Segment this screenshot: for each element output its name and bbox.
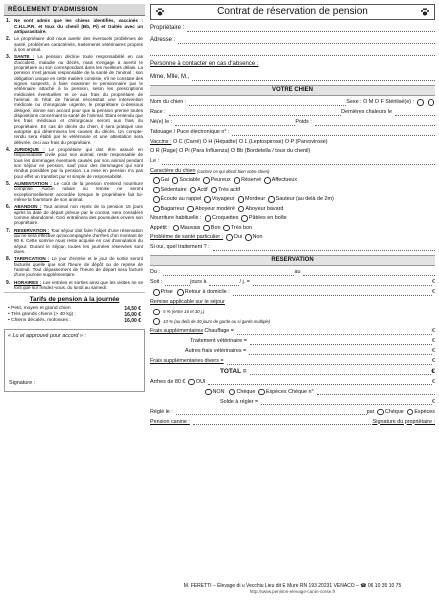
- regulation-column: [4, 4, 145, 596]
- contact-field[interactable]: Personne à contacter en cas d'absence :: [150, 61, 259, 68]
- section-reservation: RESERVATION: [150, 255, 435, 266]
- paw-icon: [155, 7, 165, 17]
- signature-label: Signature :: [9, 380, 36, 387]
- section-votre-chien: VOTRE CHIEN: [150, 85, 435, 96]
- rule-4: 4. JURIDIQUE : Le propriétaire qui doit être assuré en responsabilité civile pour son animal, reste responsable de tous les dommages éventuels causés par son animal pendant son séjour en pension, sauf pour des dommages qui sont rendus possibles par la pension. La mise en pension n'a pas pour effet un transfert pur et simple de responsabilité.: [6, 146, 143, 179]
- character-row-3[interactable]: Écoute au rappel Voyageur Mordeur Sauteur (au delà de 2m): [150, 196, 435, 203]
- health-row[interactable]: Problème de santé particulier : Oui Non: [150, 234, 263, 241]
- balance-row[interactable]: Solde à régler = €: [220, 398, 435, 405]
- rule-3: 3. SANTE : La pension décline toute responsabilité en cas d'accident, maladie ou décès, mais s'engage à avertir le propriétaire ou son correspondant dans les meilleurs délais. La pension n'est jamais responsable de la santé de l'animal : son obligation unique en cette matière consiste, s'il ne constate des signes suspects, à faire examiner le pensionnaire par le vétérinaire attaché à la pension, selon les prescriptions médicales éventuelles et ce aux frais du propriétaire de l'animal. Si l'état de l'animal nécessitait une intervention médicale ou chirurgicale urgente, le propriétaire ci-dessous désigné, donne son accord pour que la pension prenne toutes dispositions concernant la santé de l'animal. Étant entendu que les frais médicaux et chirurgicaux seront aux frais du propriétaire. En cas de décès du chien, il sera pratiqué une autopsie qui déterminera les causes du décès. Un compte-rendu sera établi par le vétérinaire et une attestation sera délivrée, ceci aux frais du propriétaire.: [6, 54, 143, 145]
- tarif-row: • Très grands chiens (> 40 kg) : 16,00 €: [8, 311, 141, 318]
- pickup-row[interactable]: Prise Retour à domicile : €: [150, 289, 435, 296]
- footer-url[interactable]: http://www.pension-elevage-canin-corse.fr: [249, 588, 336, 594]
- rule-1: 1. Ne sont admis que les chiens identifiés, vaccinés : C.H.L.P.R. et toux du chenil (Bb, Pi) et traités avec un antiparasitaire.: [6, 18, 143, 35]
- footer: [150, 583, 435, 595]
- deposit-payment-row[interactable]: NON Chèque Espèces Chèque n°: [150, 388, 435, 395]
- birth-row[interactable]: Né(e) le : Poids :: [150, 119, 435, 126]
- treatment-row[interactable]: Si oui, quel traitement ? :: [150, 244, 435, 251]
- extra-fees-row[interactable]: Frais supplémentaires Chauffage = €: [150, 327, 435, 334]
- paid-row[interactable]: Réglé le : par Chèque Espèces: [150, 408, 435, 415]
- paw-icon: [420, 7, 430, 17]
- tarif-row: • Petit, moyen et grand chien 14,50 €: [8, 305, 141, 312]
- appetite-row[interactable]: Appétit : Mauvais Bon Très bon: [150, 224, 253, 231]
- owner-field[interactable]: Propriétaire :: [150, 25, 435, 32]
- days-row[interactable]: Soit : jours à / j. = €: [150, 279, 435, 286]
- other-vet-row[interactable]: Autres frais vétérinaires = €: [185, 347, 435, 354]
- character-heading: Caractère du chien (cochez ce qui décrit bien votre chien): [150, 167, 270, 174]
- character-row-4[interactable]: Bagarreur Aboyeur modéré Aboyeur bavard: [150, 206, 435, 213]
- contact-name-field[interactable]: Mme, Mlle, M.,: [150, 74, 435, 81]
- sterilise-oui-radio[interactable]: [417, 99, 424, 106]
- approval-box[interactable]: [4, 329, 145, 392]
- total-row[interactable]: TOTAL = €: [220, 367, 435, 375]
- contract-title: Contrat de réservation de pension: [217, 6, 368, 17]
- rules-list: [4, 16, 145, 290]
- discount-5[interactable]: - 5 % (entre 16 et 30 j.): [150, 309, 435, 316]
- vaccins-date-row[interactable]: Le :: [150, 158, 435, 165]
- rule-2: 2. Le propriétaire doit nous avertir des éventuels problèmes de santé, problèmes caractériels, traitements vétérinaires propres à son animal.: [6, 36, 143, 53]
- rule-6: 6. ABANDON : Tout animal non repris de la pension 15 jours après la date de départ prévue par le contrat, sera considéré comme abandonné. Ceci entraînera des poursuites envers son propriétaire.: [6, 204, 143, 226]
- tattoo-row[interactable]: Tatouage / Puce électronique n° :: [150, 129, 435, 136]
- misc-fees-row[interactable]: Frais supplémentaires divers = €: [150, 357, 435, 364]
- race-row[interactable]: Race : Dernières chaleurs le: [150, 109, 435, 116]
- address-line-2[interactable]: [150, 49, 435, 56]
- rule-7: 7. RESERVATION : Tout séjour doit faire l'objet d'une réservation qui ne sera effective qu'accompagnée d'arrhes d'un montant de 80 €. Cette somme nous reste acquise en cas d'annulation du séjour. Durant le séjour, toutes les journées réservées sont dues.: [6, 227, 143, 254]
- character-row-1[interactable]: Gai Sociable Peureux Réservé Affectueux: [150, 177, 435, 184]
- divider: [4, 292, 145, 293]
- sterilise-non-radio[interactable]: [428, 99, 435, 106]
- address-field[interactable]: Adresse :: [150, 37, 435, 44]
- rule-5: 5. ALIMENTATION : Le coût de la pension s'entend nourriture comprise. Aucun rabais ou remise ne seront exceptionnellement accordée lorsque le propriétaire fait lui-même la fourniture de son animal.: [6, 180, 144, 202]
- character-row-2[interactable]: Sédentaire Actif Très actif: [150, 187, 435, 194]
- approval-label: « Lu et approuvé pour accord » :: [8, 332, 86, 339]
- rule-9: 9. HORAIRES : Les entrées et sorties ainsi que les visites ne se font que sur rendez-vous, du lundi au samedi.: [6, 279, 144, 290]
- vet-treatment-row[interactable]: Traitement vétérinaire = €: [190, 337, 435, 344]
- food-row[interactable]: Nourriture habituelle : Croquettes Pâtées en boîte: [150, 215, 287, 222]
- contract-title-box: [150, 4, 435, 20]
- vaccins-row[interactable]: Vaccins : O C (Carré) O H (Hépatite) O L (Leptospirose) O P (Parvovirose): [150, 138, 328, 145]
- discount-10[interactable]: - 10 % (au delà de 30 jours de garde ou si garde multiple): [150, 318, 435, 325]
- tarif-row: • Chiens décalés, molosses : 16,00 €: [8, 317, 141, 324]
- footer-address: M. FERETTI – Élevage di u Vecchiu Lieu dit E Mure RN 193 20231 VENACO – ☎ 06 10 35 10 75: [183, 582, 402, 589]
- tarifs-title: Tarifs de pension à la journée: [29, 296, 120, 304]
- deposit-row[interactable]: Arrhes de 80 € OUI €: [150, 378, 435, 385]
- dates-row[interactable]: Du : au: [150, 269, 435, 276]
- discount-heading: Remise applicable sur le séjour: [150, 299, 225, 306]
- rule-8: 8. TARIFICATION : Le jour d'entrée et le jour de sortie seront facturés quelle que soit l'heure de dépôt ou de reprise de l'animal. Tout dépassement de l'heure de départ sera facturé d'une journée supplémentaire.: [6, 256, 144, 278]
- dog-name-row[interactable]: Nom du chien : Sexe : O M O F Stérilisé(e) :: [150, 99, 435, 106]
- signatures-row[interactable]: Pension canine : Signature du propriétaire :: [150, 418, 435, 425]
- contract-form: [150, 4, 435, 596]
- rules-heading: RÈGLEMENT D'ADMISSION: [4, 4, 145, 16]
- vaccins-row-2[interactable]: O R (Rage) O Pi (Para Influenza) O Bb (Bordetella / toux du chenil): [150, 148, 311, 155]
